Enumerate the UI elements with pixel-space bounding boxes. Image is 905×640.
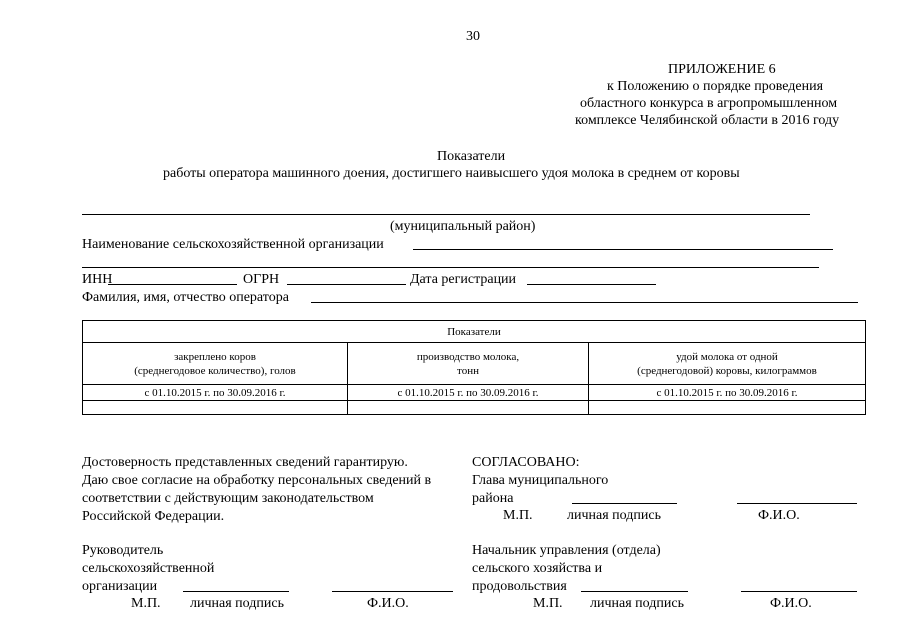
approved-signature-label: личная подпись — [567, 508, 661, 523]
approved-title: СОГЛАСОВАНО: — [472, 455, 580, 470]
head-org-signature-label: личная подпись — [190, 596, 284, 611]
value-cell[interactable] — [348, 401, 589, 415]
column-header-milk-yield: удой молока от одной (среднегодовой) коровы, килограммов — [589, 343, 866, 385]
approved-mp: М.П. — [503, 508, 533, 523]
district-line[interactable] — [82, 214, 810, 215]
reg-date-line[interactable] — [527, 284, 656, 285]
head-org-line-3: организации — [82, 579, 158, 594]
district-caption: (муниципальный район) — [390, 219, 536, 234]
org-name-line-2[interactable] — [82, 267, 819, 268]
appendix-line-2: областного конкурса в агропромышленном — [580, 96, 838, 111]
indicators-table — [82, 320, 866, 415]
table-header: Показатели — [83, 321, 866, 343]
head-org-fio-label: Ф.И.О. — [367, 596, 409, 611]
column-header-milk-production: производство молока, тонн — [348, 343, 589, 385]
guarantee-line-3: соответствии с действующим законодательством — [82, 491, 374, 506]
head-org-fio-line[interactable] — [332, 591, 453, 592]
period-cell: с 01.10.2015 г. по 30.09.2016 г. — [589, 385, 866, 401]
document-title: Показатели — [437, 149, 506, 164]
approved-fio-label: Ф.И.О. — [758, 508, 800, 523]
approved-fio-line[interactable] — [737, 503, 857, 504]
approved-line-2: района — [472, 491, 514, 506]
head-dept-fio-label: Ф.И.О. — [770, 596, 812, 611]
operator-line[interactable] — [311, 302, 858, 303]
value-cell[interactable] — [589, 401, 866, 415]
inn-label: ИНН — [82, 272, 113, 287]
head-org-line-2: сельскохозяйственной — [82, 561, 215, 576]
org-name-line[interactable] — [413, 249, 833, 250]
head-dept-line-3: продовольствия — [472, 579, 567, 594]
head-org-mp: М.П. — [131, 596, 161, 611]
guarantee-line-2: Даю свое согласие на обработку персональных сведений в — [82, 473, 432, 488]
guarantee-line-1: Достоверность представленных сведений гарантирую. — [82, 455, 408, 470]
period-cell: с 01.10.2015 г. по 30.09.2016 г. — [348, 385, 589, 401]
value-cell[interactable] — [83, 401, 348, 415]
head-dept-signature-label: личная подпись — [590, 596, 684, 611]
head-dept-line-1: Начальник управления (отдела) — [472, 543, 661, 558]
approved-signature-line[interactable] — [572, 503, 677, 504]
org-name-label: Наименование сельскохозяйственной организации — [82, 237, 384, 252]
ogrn-label: ОГРН — [243, 272, 280, 287]
approved-line-1: Глава муниципального — [472, 473, 609, 488]
appendix-line-3: комплексе Челябинской области в 2016 году — [575, 113, 840, 128]
head-dept-mp: М.П. — [533, 596, 563, 611]
column-header-cows: закреплено коров (среднегодовое количество), голов — [83, 343, 348, 385]
head-dept-signature-line[interactable] — [581, 591, 688, 592]
period-cell: с 01.10.2015 г. по 30.09.2016 г. — [83, 385, 348, 401]
reg-date-label: Дата регистрации — [410, 272, 517, 287]
appendix-title: ПРИЛОЖЕНИЕ 6 — [668, 62, 776, 77]
head-dept-fio-line[interactable] — [741, 591, 857, 592]
ogrn-line[interactable] — [287, 284, 406, 285]
guarantee-line-4: Российской Федерации. — [82, 509, 225, 524]
operator-label: Фамилия, имя, отчество оператора — [82, 290, 289, 305]
head-org-signature-line[interactable] — [183, 591, 289, 592]
document-subtitle: работы оператора машинного доения, достигшего наивысшего удоя молока в среднем от коровы — [163, 166, 740, 181]
page-number: 30 — [466, 29, 480, 44]
inn-line[interactable] — [108, 284, 237, 285]
head-org-line-1: Руководитель — [82, 543, 164, 558]
head-dept-line-2: сельского хозяйства и — [472, 561, 603, 576]
appendix-line-1: к Положению о порядке проведения — [607, 79, 824, 94]
